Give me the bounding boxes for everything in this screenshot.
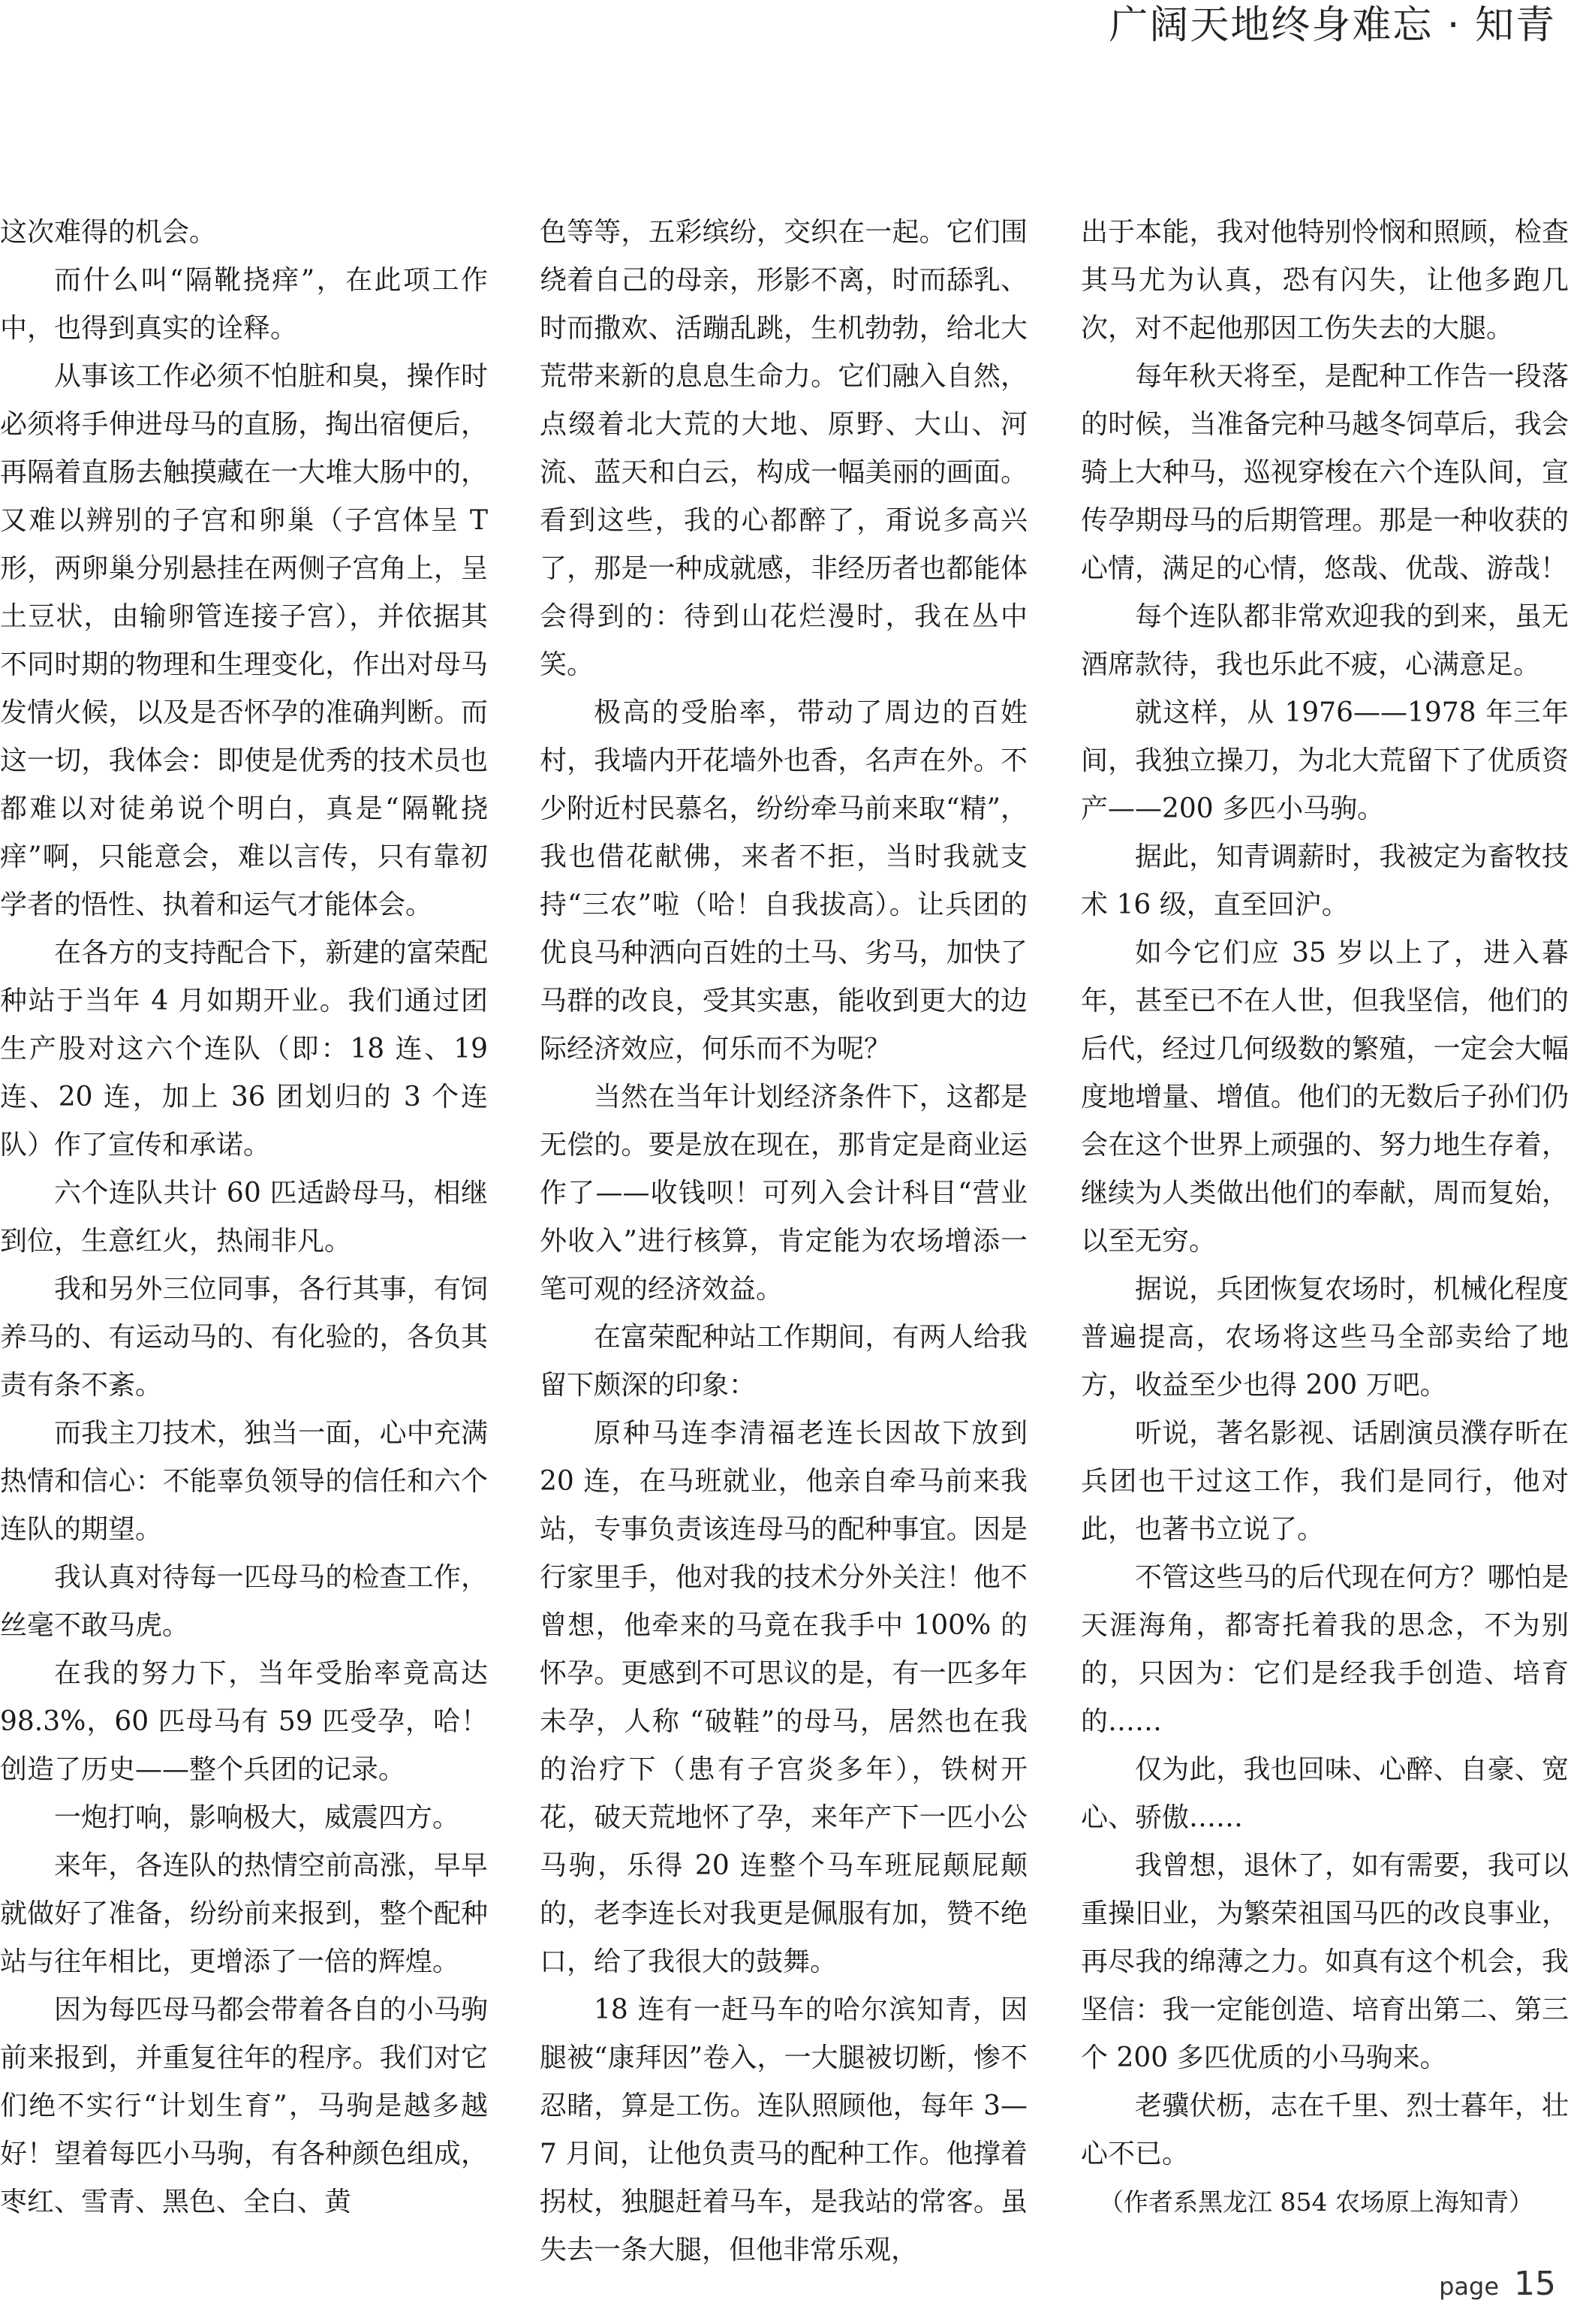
paragraph: 而我主刀技术，独当一面，心中充满热情和信心：不能辜负领导的信任和六个连队的期望。 (0, 1418, 488, 1545)
paragraph: 而什么叫“隔靴挠痒”，在此项工作中，也得到真实的诠释。 (0, 265, 488, 344)
paragraph: 在我的努力下，当年受胎率竟高达 98.3%，60 匹母马有 59 匹受孕，哈！创造了历史——整个兵团的记录。 (0, 1658, 488, 1785)
paragraph: 每年秋天将至，是配种工作告一段落的时候，当准备完种马越冬饲草后，我会骑上大种马，巡视穿梭在六个连队间，宣传孕期母马的后期管理。那是一种收获的心情，满足的心情，悠哉、优哉、游哉！ (1081, 361, 1569, 584)
page-label: page (1439, 2272, 1499, 2301)
page-number: 15 (1514, 2265, 1556, 2303)
author-byline: （作者系黑龙江 854 农场原上海知青） (1099, 2187, 1533, 2217)
paragraph: 不管这些马的后代现在何方？哪怕是天涯海角，都寄托着我的思念，不为别的，只因为：它们是经我手创造、培育的…… (1081, 1562, 1569, 1737)
paragraph: 这次难得的机会。 (0, 217, 217, 248)
article-column-3 (1081, 209, 1569, 2226)
paragraph: 极高的受胎率，带动了周边的百姓村，我墙内开花墙外也香，名声在外。不少附近村民慕名，纷纷牵马前来取“精”，我也借花献佛，来者不拒，当时我就支持“三农”啦（哈！自我拔高）。让兵团的优良马种洒向百姓的土马、劣马，加快了马群的改良，受其实惠，能收到更大的边际经济效应，何乐而不为呢？ (540, 697, 1028, 1064)
paragraph: 据说，兵团恢复农场时，机械化程度普遍提高，农场将这些马全部卖给了地方，收益至少也得 200 万吧。 (1081, 1274, 1569, 1401)
article-column-1 (0, 209, 488, 2226)
paragraph: 在各方的支持配合下，新建的富荣配种站于当年 4 月如期开业。我们通过团生产股对这六个连队（即：18 连、19 连、20 连，加上 36 团划归的 3 个连队）作了宣传和承诺。 (0, 938, 488, 1160)
paragraph: 来年，各连队的热情空前高涨，早早就做好了准备，纷纷前来报到，整个配种站与往年相比，更增添了一倍的辉煌。 (0, 1850, 488, 1977)
paragraph: 我认真对待每一匹母马的检查工作，丝毫不敢马虎。 (0, 1562, 488, 1641)
paragraph: 一炮打响，影响极大，威震四方。 (54, 1802, 460, 1833)
paragraph: 六个连队共计 60 匹适龄母马，相继到位，生意红火，热闹非凡。 (0, 1178, 488, 1257)
paragraph: 老骥伏枥，志在千里、烈士暮年，壮心不已。 (1081, 2091, 1569, 2169)
paragraph: 每个连队都非常欢迎我的到来，虽无酒席款待，我也乐此不疲，心满意足。 (1081, 601, 1569, 680)
paragraph: 当然在当年计划经济条件下，这都是无偿的。要是放在现在，那肯定是商业运作了——收钱呗！可列入会计科目“营业外收入”进行核算，肯定能为农场增添一笔可观的经济效益。 (540, 1082, 1028, 1305)
paragraph: 出于本能，我对他特别怜悯和照顾，检查其马尤为认真，恐有闪失，让他多跑几次，对不起他那因工伤失去的大腿。 (1081, 217, 1569, 344)
page-footer (1439, 2265, 1556, 2303)
paragraph: 听说，著名影视、话剧演员濮存昕在兵团也干过这工作，我们是同行，他对此，也著书立说了。 (1081, 1418, 1569, 1545)
article-column-2 (540, 209, 1028, 2274)
paragraph: 因为每匹母马都会带着各自的小马驹前来报到，并重复往年的程序。我们对它们绝不实行“计划生育”，马驹是越多越好！望着每匹小马驹，有各种颜色组成，枣红、雪青、黑色、全白、黄 (0, 1994, 488, 2217)
paragraph: 我曾想，退休了，如有需要，我可以重操旧业，为繁荣祖国马匹的改良事业，再尽我的绵薄之力。如真有这个机会，我坚信：我一定能创造、培育出第二、第三个 200 多匹优质的小马驹来。 (1081, 1850, 1569, 2073)
paragraph: 原种马连李清福老连长因故下放到 20 连，在马班就业，他亲自牵马前来我站，专事负责该连母马的配种事宜。因是行家里手，他对我的技术分外关注！他不曾想，他牵来的马竟在我手中 100% 的怀孕。更感到不可思议的是，有一匹多年未孕，人称 “破鞋”的母马，居然也在我的治疗下（患有子宫炎多年），铁树开花，破天荒地怀了孕，来年产下一匹小公马驹，乐得 20 连整个马车班屁颠屁颠的，老李连长对我更是佩服有加，赞不绝口，给了我很大的鼓舞。 (540, 1418, 1028, 1977)
paragraph: 18 连有一赶马车的哈尔滨知青，因腿被“康拜因”卷入，一大腿被切断，惨不忍睹，算是工伤。连队照顾他，每年 3—7 月间，让他负责马的配种工作。他撑着拐杖，独腿赶着马车，是我站的常客。虽失去一条大腿，但他非常乐观， (540, 1994, 1028, 2265)
paragraph: 在富荣配种站工作期间，有两人给我留下颇深的印象： (540, 1322, 1028, 1401)
paragraph: 仅为此，我也回味、心醉、自豪、宽心、骄傲…… (1081, 1754, 1569, 1833)
paragraph: 从事该工作必须不怕脏和臭，操作时必须将手伸进母马的直肠，掏出宿便后，再隔着直肠去触摸藏在一大堆大肠中的，又难以辨别的子宫和卵巢（子宫体呈 T 形，两卵巢分别悬挂在两侧子宫角上，呈土豆状，由输卵管连接子宫），并依据其不同时期的物理和生理变化，作出对母马发情火候，以及是否怀孕的准确判断。而这一切，我体会：即使是优秀的技术员也都难以对徒弟说个明白，真是“隔靴挠痒”啊，只能意会，难以言传，只有靠初学者的悟性、执着和运气才能体会。 (0, 361, 488, 920)
paragraph: 我和另外三位同事，各行其事，有饲养马的、有运动马的、有化验的，各负其责有条不紊。 (0, 1274, 488, 1401)
paragraph: 就这样，从 1976——1978 年三年间，我独立操刀，为北大荒留下了优质资产——200 多匹小马驹。 (1081, 697, 1569, 824)
paragraph: 色等等，五彩缤纷，交织在一起。它们围绕着自己的母亲，形影不离，时而舔乳、时而撒欢、活蹦乱跳，生机勃勃，给北大荒带来新的息息生命力。它们融入自然，点缀着北大荒的大地、原野、大山、河流、蓝天和白云，构成一幅美丽的画面。看到这些，我的心都醉了，甭说多高兴了，那是一种成就感，非经历者也都能体会得到的：待到山花烂漫时，我在丛中笑。 (540, 217, 1028, 680)
running-header: 广阔天地终身难忘 · 知青 (1109, 3, 1556, 48)
paragraph: 据此，知青调薪时，我被定为畜牧技术 16 级，直至回沪。 (1081, 841, 1569, 920)
paragraph: 如今它们应 35 岁以上了，进入暮年，甚至已不在人世，但我坚信，他们的后代，经过几何级数的繁殖，一定会大幅度地增量、增值。他们的无数后子孙们仍会在这个世界上顽强的、努力地生存着，继续为人类做出他们的奉献，周而复始，以至无穷。 (1081, 938, 1569, 1257)
